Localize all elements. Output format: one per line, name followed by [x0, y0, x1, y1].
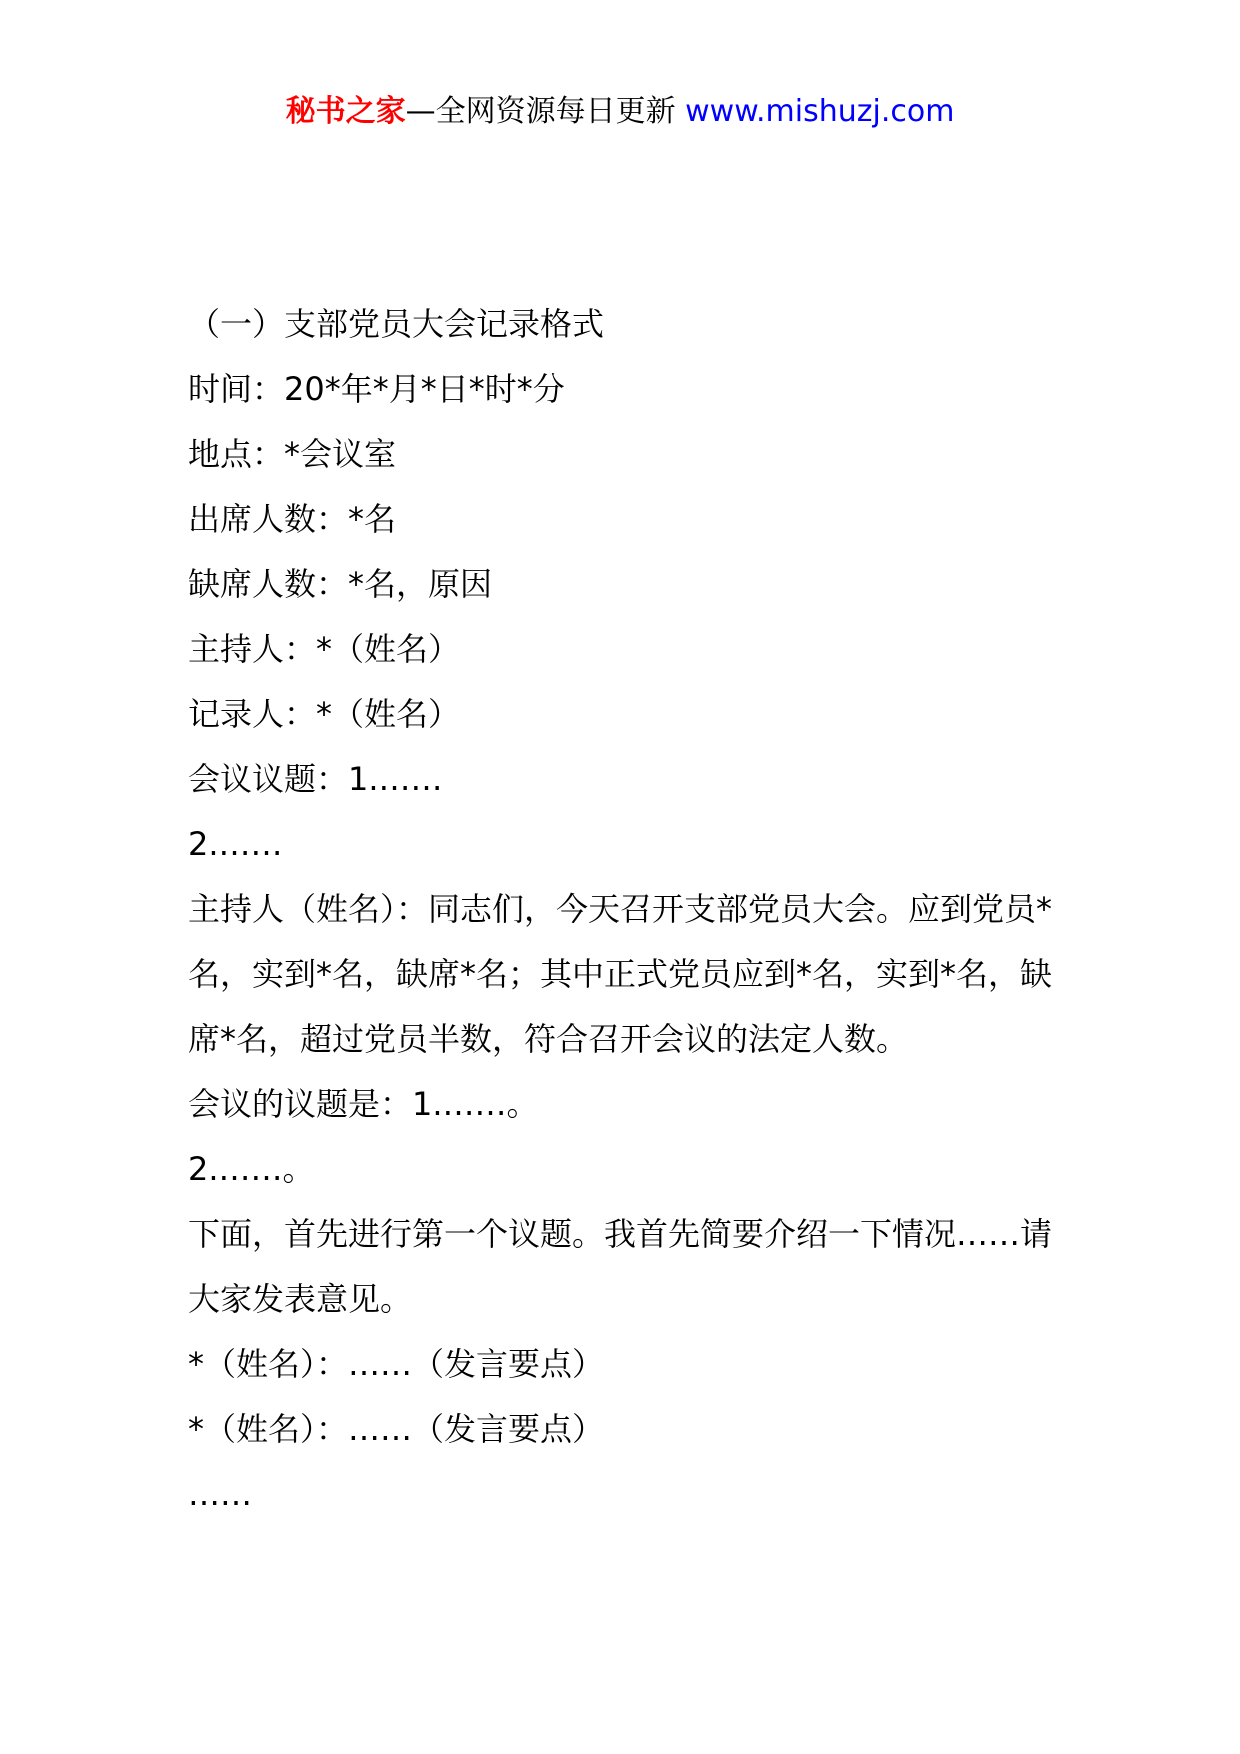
- host-opening-remarks: 主持人（姓名）：同志们，今天召开支部党员大会。应到党员*名，实到*名，缺席*名；其中正式党员应到*名，实到*名，缺席*名，超过党员半数，符合召开会议的法定人数。: [188, 890, 1053, 1058]
- speaker-remark-2: *（姓名）：……（发言要点）: [188, 1410, 605, 1448]
- meeting-location: 地点：*会议室: [188, 435, 397, 473]
- agenda-item-1: 会议的议题是：1.……。: [188, 1085, 539, 1123]
- meeting-topic-2: 2.……: [188, 825, 283, 863]
- website-link[interactable]: www.mishuzj.com: [685, 94, 955, 129]
- meeting-time: 时间：20*年*月*日*时*分: [188, 370, 565, 408]
- ellipsis-line: ……: [188, 1475, 252, 1513]
- document-body: [188, 292, 1060, 1527]
- first-topic-intro: 下面，首先进行第一个议题。我首先简要介绍一下情况……请大家发表意见。: [188, 1215, 1053, 1318]
- agenda-item-2: 2.……。: [188, 1150, 315, 1188]
- section-title: （一）支部党员大会记录格式: [188, 305, 605, 343]
- meeting-topic-1: 会议议题：1.……: [188, 760, 443, 798]
- host-name: 主持人：*（姓名）: [188, 630, 461, 668]
- header-tagline: —全网资源每日更新: [405, 94, 676, 129]
- brand-name: 秘书之家: [285, 94, 406, 129]
- recorder-name: 记录人：*（姓名）: [188, 695, 461, 733]
- attendance-count: 出席人数：*名: [188, 500, 397, 538]
- page-header: [0, 90, 1240, 134]
- speaker-remark-1: *（姓名）：……（发言要点）: [188, 1345, 605, 1383]
- absence-count: 缺席人数：*名，原因: [188, 565, 493, 603]
